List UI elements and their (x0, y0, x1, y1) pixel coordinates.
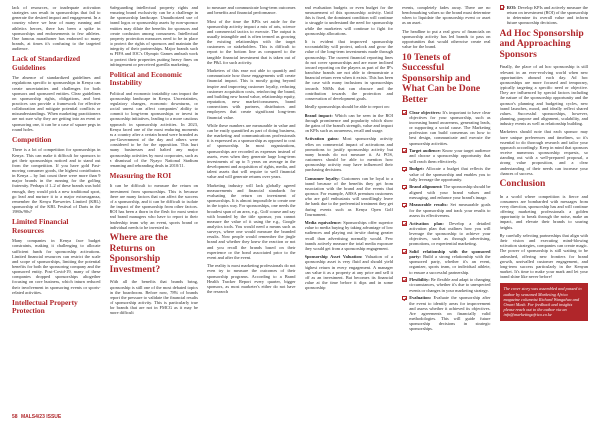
checkbox-icon (402, 185, 407, 190)
paragraph: Political and economic instability can impact the sponsorship landscape in Kenya. Uncertainties, regulatory changes, economic downturns, or social unrest can affect companies' ability to commit to long-term sponsorships or invest in sponsorship initiatives, leading to a more cautious approach in sponsorship activities. In 2023, Kenya faced one of the most enduring moments as a country after a certain brand were branded as pro-Government of the day and others were considered to be for the opposition. This hurt many businesses and halted any major sponsorship activities by most corporates, such as a dismissal of the Nyayo National Stadium renaming and rebranding deals in 2010/11. (109, 90, 198, 168)
tenet-lead: Brand alignment: (409, 184, 443, 190)
bullet-consumer-loyalty (305, 176, 394, 217)
author-note-box: The cover story was assembled and passed to author by seasoned Marketing Africa magazine columnist Richard Wangalwa and Omari Mash. For feedback and insights please reach out to the author via an info@marketingafrica.co.ke (500, 283, 589, 320)
tenet-lead: Clear objectives: (409, 109, 441, 115)
column-1 (12, 5, 101, 407)
checkbox-icon (500, 5, 505, 10)
section-heading-limited-financial-resources: Limited Financial Resources (12, 217, 69, 235)
paragraph: Marketers of this ease not able to quantify and communicate how those engagements will create financial impact. This is mostly going beyond inspire and improving customer loyalty, reducing customer acquisition costs, reinforcing the brand, and building new brand value, relationship equity, reputation, new market/consumers, brand connections with partners, distributors and employees that create significant long-term financial value. (207, 68, 296, 120)
tenet-lead: Budget: (409, 166, 425, 172)
tenet-item (402, 249, 491, 275)
column-6 (500, 5, 589, 407)
tenet-text: Know your target audience and choose a sponsorship opportunity that will reach them effectively. (409, 148, 491, 164)
tenet-item (402, 166, 491, 181)
tenet-item (402, 221, 491, 247)
paragraph: With all the benefits that brands bring, sponsorship is still one of the most debated topics in the boardroom. Before now, 78% of brands report the pressure to validate the financial results of sponsorship activity. This is particularly true for brands that are not in FMCG as it may be more difficult (109, 279, 198, 316)
checkbox-icon (402, 296, 407, 301)
bullet-lead: Activation gains: (304, 136, 339, 142)
checkbox-icon (402, 249, 407, 254)
tenet-text: The sponsorship should be aligned with your brand values and messaging, and enhance your brand's image. (409, 184, 491, 200)
column-3 (207, 5, 296, 407)
checkbox-icon (402, 110, 407, 115)
checkbox-icon (402, 221, 407, 226)
checkbox-icon (402, 203, 407, 208)
bullet-asset-valuation (305, 254, 394, 290)
bullet-text: Most sponsorship activity relies on commercial impact of activations and promotions to justify sponsorship activity but many brands do not measure it. At POS, customers should be able to mention how sponsorship activity may have influenced their purchasing decisions. (304, 136, 393, 173)
paragraph: While these numbers are measurable in value and can be easily quantified as part of doing business, the marketing and communications professionals it is expressed as a sponsorship as opposed to cost of sponsorship. In most organizations, sponsorships are recorded as expenses instead of assets, even when they generate large long-term investments of up to 5 years on average in the development and acquisition of rights, media, and talent assets that will require to well financial value and will generate returns over years. (207, 122, 296, 180)
bullet-lead: Brand impact: (304, 112, 333, 118)
paragraph: Marketing industry will lack globally agreed measurements and financial standards for evaluating the return on investment of sponsorships. It is almost impossible to create one in the topics way. For sponsorships, one needs the broadest span of an area, e.g., Golf course and say with branded by the title sponsor, you cannot measure the value of it using the e.g., Google analytics tools. You would need a means such as surveys, where one would measure the branded results. Now people would remember the jingle brand and whether they knew the reaction or not and you recall the brands based on their experience or the bond associated prior to the event and after the event. (207, 182, 296, 260)
tenet-lead: Target audience: (409, 148, 441, 154)
page-footer (12, 414, 61, 420)
paragraph: By carefully selecting partnerships that align with their vision and executing mind-blowing activation strategies, companies can create magic. The power of sponsorship is still waiting to be unleashed, offering new frontiers for brand growth, unrivalled customer engagement, and long-term success particularly in the Kenyan market. It's time to make your mark and let your brand shine like never before! (499, 232, 588, 280)
tenet-lead: Activation plan: (409, 220, 444, 226)
section-heading-conclusion: Conclusion (499, 178, 546, 190)
paragraph: and evaluation budgets or even budget for the measurement of this sponsorship activity. Until this is fixed, the dominant condition will continue to struggle to understand the need for sponsorship while the marketers will continue to fight for sponsorship allocations. (304, 5, 393, 36)
column-4 (305, 5, 394, 407)
bullet-lead: Media equivalence: (304, 220, 342, 226)
paragraph: It is evident that improved sponsorship accountability will protect, unlock and grow the value of the long-term investments made through sponsorship. The current financial reporting lines do not cover sponsorships and are more inclined toward reporting on the players as part of the IP's franchise brands are not able to demonstrate a financial return even when it exists. This has been the case with many inclusions in sponsorships towards NSMs that can obscure and the contribution towards the protection and conservation of development goals. (304, 39, 393, 101)
tenet-item (500, 5, 589, 26)
paragraph: The reality is most marketing professionals do not even try to measure the outcomes of their sponsorship programs. According to a Brand Health Tracker Report every quarter, bigger sponsors, as most marketer's either do not have the research (207, 263, 296, 295)
bullet-text: Valuation of a sponsorship asset is very fluid and should yield highest return in every engagement. A manager can value it as a property at any price and sell it off as an investment. But becomes its financial value at the time before it dips and in some sponsorship (304, 254, 393, 291)
section-heading-intellectual-property: Intellectual Property Protection (12, 297, 78, 316)
bullet-media-equivalence (305, 220, 394, 251)
paragraph: In a world where competition is fierce and consumers are bombarded with messages from every direction, sponsorship has and will continue offering marketing professionals a golden opportunity to break through the noise, make an impact, and elevate their brands to soaring heights. (499, 193, 588, 230)
tenet-text: Be flexible and adapt to changing circumstances, whether it's due to unexpected events or changes in your marketing strategy. (409, 277, 491, 293)
tenet-item (402, 148, 491, 163)
bullet-text: Customers can be loyal to a brand because of the benefits they get from association with the brand and the events that sponsor. For example, ABSA premium customers who are golf enthusiasts will unwillingly leave the bank due to the preferential treatment they get during events such as Kenya Open Golf Tournament. (304, 175, 393, 217)
paragraph: The absence of standardized guidelines and regulations specific to sponsorships in Kenya can create uncertainties and challenges for both sponsors and sponsored entities. Clear guidelines on sponsorship rights, obligations, and best practices can provide a framework for effective collaboration and mitigate potential conflicts or misunderstandings. When marketing practitioners are not sure why they are getting into an event or sponsoring one, it can be a case of square pegs in round holes. (12, 75, 101, 132)
tenet-lead: Measurable results: (409, 202, 448, 208)
section-heading-lack-of-guidelines: Lack of Standardized Guidelines (12, 54, 81, 72)
bullet-lead: Consumer loyalty: (304, 175, 340, 181)
section-heading-returns-on-investment: Where are the Returns on Sponsorship Investment? (109, 232, 168, 275)
bullet-lead: Sponsorship Asset Valuation: (304, 254, 363, 260)
page-number: 58 (12, 414, 18, 420)
tenet-item (402, 202, 491, 217)
paragraph: lack of resources, or inadequate activation strategies can result in sponsorships that fail to generate the desired impact and engagement. In a country where we hear of many running and athletics heroes, there has been a spike in sponsorships and endorsements to few athletes. One famous marathoner has endorsed so many brands, at times it's confusing to the targeted audience. (12, 5, 101, 52)
bullet-activation-gains (305, 136, 394, 172)
tenet-item (402, 295, 491, 331)
paragraph: events, completely fades away. There are no benchmarking values so the brand must determine when to liquidate the sponsorship event or asset as an asset. (402, 5, 491, 26)
checkbox-icon (402, 148, 407, 153)
paragraph: to measure and communicate long-term outcomes and benefits and financial performance. (207, 5, 296, 16)
tenet-lead: Solid relationship with the sponsored party: (409, 248, 491, 260)
tenet-text: Develop KPIs and actively measure the return on investment (ROI) of the sponsorship to determine its overall value and inform future sponsorship decisions. (506, 5, 588, 26)
tenet-item (402, 110, 491, 146)
tenet-item (402, 277, 491, 292)
tenet-lead: Flexibility: (409, 277, 430, 283)
tenet-text: Set measurable goals for the sponsorship and track your results to assess its effectiveness. (409, 202, 491, 218)
tenet-text: Develop a detailed activation plan that outlines how you will leverage the sponsorship to achieve your objectives, such as through advertising, promotions, or experiential marketing. (409, 220, 491, 247)
column-2 (110, 5, 199, 407)
paragraph: Marketers should note that each sponsor may have unique preferences and timelines, so it's essential to do thorough research and tailor your approach accordingly. Keep in mind that sponsors receive numerous sponsorship requests, so standing out with a well-prepared proposal, a strong value proposition, and a clear understanding of their needs can increase your chances of success. (499, 129, 588, 176)
paragraph: Finally, the place of ad hoc sponsorship is still relevant in an ever-evolving world when new opportunities abound each day. Ad hoc sponsorships are more focused and temporary, typically targeting a specific need or objective. They are influenced by special factors including the nature of the sponsorship opportunity and the sponsor's planning and budgeting cycles, new brand launches, mood, and ideally reflect shared values. Successful sponsorships, however, planning, purpose and alignment, scalability, and industry events as well as relationship building. (499, 64, 588, 127)
tenet-text: It's important to have clear objectives for your sponsorship, such as increasing brand awareness, generating leads, or supporting a social cause. The Marketing profession can build consensus on how to best design, communicate and execute the sponsorship activities. (409, 109, 491, 146)
tenet-lead: ROI: (506, 5, 517, 10)
section-heading-ten-tenets: 10 Tenets of Successful Sponsorship and What Can be Done Better (402, 51, 481, 105)
paragraph: It can be difficult to measure the return on investment from sponsorships. This is because there are many factors that can affect the success of a sponsorship, and it can be difficult to isolate the impact of the sponsorship from other factors. ROI has been a thorn in the flesh for most senior and brand managers who have to report to their leadership team why an event, sports brand or individual needs to be invested in. (109, 183, 198, 230)
paragraph: The headline to put a real grow of financials on sponsorship activity has led brands to pass on opportunities that would otherwise create real value for the brand. (402, 28, 491, 50)
paragraph: There is a lot of competition for sponsorships in Kenya. This can make it difficult for sponsors to get their sponsorships noticed and to stand out from the competition. If you have gold Fast-moving consumer goods, the highest contributors in Kenya – by last count there were more than 9 major brands in the running for the golfing fraternity. Perhaps if 1–2 of these brands was bold enough, they would pick a new traditional sport, go lead and nurture it to a major extravaganza, remember the Kenya Breweries Limited (KBL) sponsorship of the KBL Festival of Darts in the 1980s/90s? (12, 147, 101, 215)
paragraph: Many companies in Kenya face budget constraints, making it challenging to allocate sufficient funds for sponsorship activations. Limited financial resources can restrict the scale and scope of sponsorships, limiting the potential benefits for both the sponsoring company and the sponsored entity. Post-Covid-19, many of these companies dropped sponsorships altogether focusing on core business, which inturn reduced their involvement in sponsoring events or sports-related activities. (12, 238, 101, 295)
section-heading-ad-hoc: Ad Hoc Sponsorship and Approaching Sponsors (499, 27, 584, 60)
tenet-text: Allocate a budget that reflects the value of the sponsorship and enables you to fully leverage the opportunity. (409, 166, 491, 182)
section-heading-political-instability: Political and Economic Instability (109, 69, 183, 88)
checkbox-icon (402, 277, 407, 282)
bullet-text: Which can be seen in the ROI through prominence and popularity which show the gains of the brand's strength, value and impact on KPIs such as awareness, recall and usage. (304, 112, 393, 133)
article-body (12, 5, 588, 407)
paragraph: Most of the time the KPIs set aside for the sponsorship activity impact a mix of arts, science and commercial tactics to execute. The output is usually intangible and is often termed as growing the existing relationships with the target customers or stakeholders. This is difficult to report to the bottom line as compared to the tangible financial investment that is taken out of the P&L for such activity. (207, 18, 296, 65)
checkbox-icon (402, 167, 407, 172)
paragraph: Ideally sponsorships should be able to report on: (304, 104, 390, 110)
section-heading-competition: Competition (12, 134, 52, 144)
tenet-text: Evaluate the sponsorship after the event to identify areas for improvement and assess whether it achieved its objectives. Are agreements on financially valid methodologies. This will guide future sponsorship decisions in strategic sponsorships. (409, 295, 491, 332)
tenet-lead: Evaluation: (409, 295, 432, 301)
tenet-item (402, 184, 491, 199)
paragraph: Safeguarding intellectual property rights and ensuring brand exclusivity can be a challenge in the sponsorship landscape. Unauthorized use of brand logos or sponsorship assets by non-sponsor entities may dilute the benefits for sponsors and create confusion among consumers. Intellectual property protection measures need to be in place to protect the rights of sponsors and maintain the integrity of their partnerships. Major brands such as FIFA and IOC's Olympic Games ambush work to protect their properties putting heavy fines on infringement or perceived guerilla marketing. (109, 5, 198, 67)
bullet-brand-impact (305, 113, 394, 134)
section-heading-measuring-roi: Measuring the ROI (109, 171, 172, 181)
column-5 (402, 5, 491, 407)
tenet-text: Build a strong relationship with the sponsored party, whether it's an event, organizer, sports team, or individual athlete, to ensure a successful partnership. (409, 254, 491, 275)
bullet-text: Sponsorships offer superior value to media buying by taking advantage of low audiences and playing out in-site during greater recall than advertising normally would. Few brands actively measure the total media exposure they would get from a sponsorship engagement. (304, 220, 393, 251)
magazine-issue: MALS4/23 ISSUE (20, 414, 62, 420)
